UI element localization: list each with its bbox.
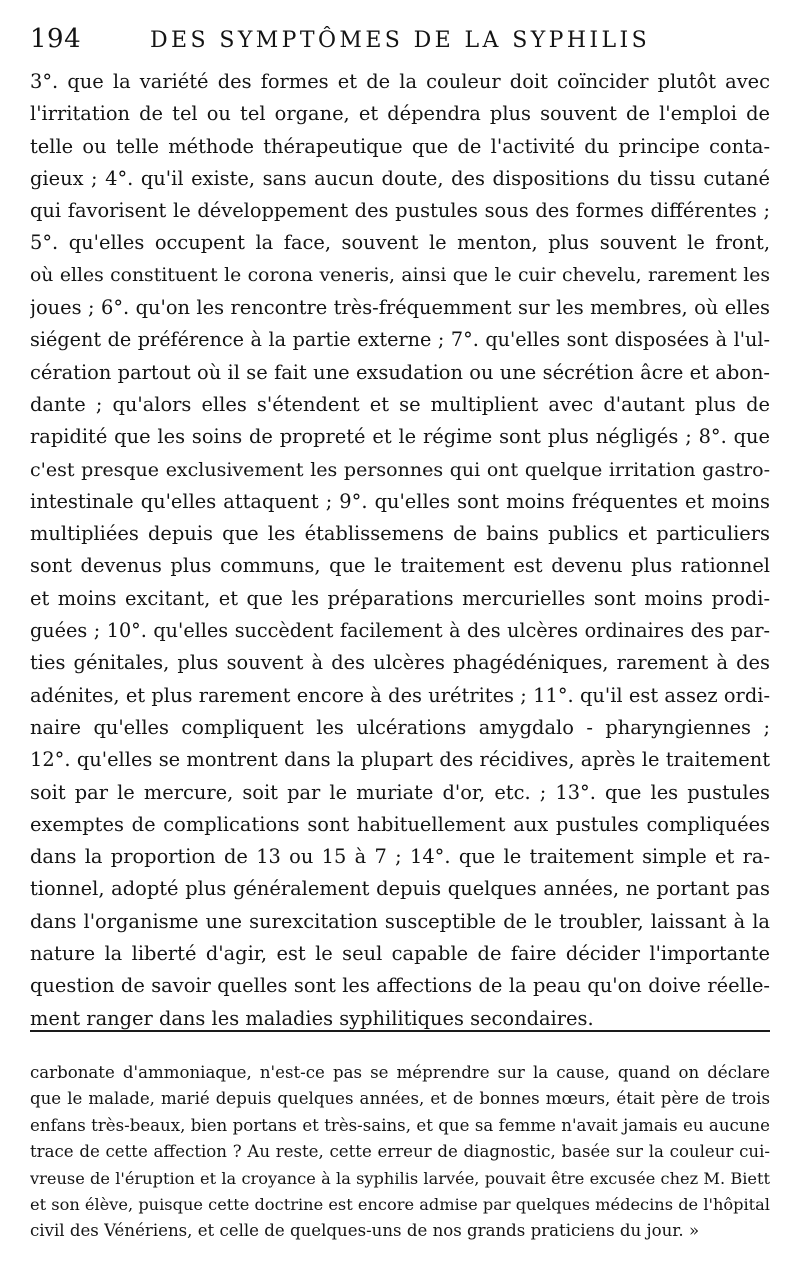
text-line: question de savoir quelles sont les affections de la peau qu'on doive réelle- [30,974,770,998]
footnote-line: civil des Vénériens, et celle de quelques-uns de nos grands praticiens du jour. » [30,1221,700,1241]
text-line: exemptes de complications sont habituellement aux pustules compliquées [30,812,770,836]
text-line: siégent de préférence à la partie externe ; 7°. qu'elles sont disposées à l'ul- [30,328,770,352]
text-line: ment ranger dans les maladies syphilitiques secondaires. [30,1006,594,1030]
text-line: nature la liberté d'agir, est le seul capable de faire décider l'importante [30,942,770,966]
text-line: qui favorisent le développement des pustules sous des formes différentes ; [30,199,770,223]
text-line: multipliées depuis que les établissemens de bains publics et particuliers [30,522,770,546]
page-number: 194 [30,24,82,54]
footnote-line: enfans très-beaux, bien portans et très-sains, et que sa femme n'avait jamais eu aucune [30,1115,770,1135]
text-line: tionnel, adopté plus généralement depuis quelques années, ne portant pas [30,877,770,901]
text-line: 3°. que la variété des formes et de la couleur doit coïncider plutôt avec [30,70,770,93]
footnote [30,1060,770,1245]
text-line: où elles constituent le corona veneris, ainsi que le cuir chevelu, rarement les [30,264,770,286]
footnote-divider [30,1030,770,1032]
text-line: sont devenus plus communs, que le traitement est devenu plus rationnel [30,554,770,578]
text-line: naire qu'elles compliquent les ulcérations amygdalo - pharyngiennes ; [30,715,770,739]
text-line: l'irritation de tel ou tel organe, et dépendra plus souvent de l'emploi de [30,102,770,126]
text-line: cération partout où il se fait une exsudation ou une sécrétion âcre et abon- [30,360,770,384]
text-line: et moins excitant, et que les préparations mercurielles sont moins prodi- [30,586,770,610]
footnote-line: vreuse de l'éruption et la croyance à la syphilis larvée, pouvait être excusée chez M. Biett [30,1168,770,1188]
text-line: adénites, et plus rarement encore à des urétrites ; 11°. qu'il est assez ordi- [30,683,770,707]
running-title: DES SYMPTÔMES DE LA SYPHILIS [150,28,651,53]
text-line: c'est presque exclusivement les personnes qui ont quelque irritation gastro- [30,458,770,481]
text-line: gieux ; 4°. qu'il existe, sans aucun doute, des dispositions du tissu cutané [30,166,770,190]
text-line: dante ; qu'alors elles s'étendent et se multiplient avec d'autant plus de [30,392,770,416]
text-line: rapidité que les soins de propreté et le régime sont plus négligés ; 8°. que [30,425,770,449]
text-line: joues ; 6°. qu'on les rencontre très-fréquemment sur les membres, où elles [30,296,770,320]
footnote-line: et son élève, puisque cette doctrine est encore admise par quelques médecins de l'hôpital [30,1194,770,1214]
text-line: telle ou telle méthode thérapeutique que de l'activité du principe conta- [30,134,770,158]
text-line: guées ; 10°. qu'elles succèdent facilement à des ulcères ordinaires des par- [30,619,770,643]
footnote-line: que le malade, marié depuis quelques années, et de bonnes mœurs, était père de trois [30,1089,770,1109]
footnote-line: carbonate d'ammoniaque, n'est-ce pas se méprendre sur la cause, quand on déclare [30,1063,770,1082]
text-line: 5°. qu'elles occupent la face, souvent le menton, plus souvent le front, [30,231,770,255]
text-line: dans l'organisme une surexcitation susceptible de le troubler, laissant à la [30,909,770,933]
text-line: soit par le mercure, soit par le muriate d'or, etc. ; 13°. que les pustules [30,780,770,804]
text-line: ties génitales, plus souvent à des ulcères phagédéniques, rarement à des [30,651,770,675]
text-line: intestinale qu'elles attaquent ; 9°. qu'elles sont moins fréquentes et moins [30,489,770,513]
text-line: 12°. qu'elles se montrent dans la plupart des récidives, après le traitement [30,748,770,772]
text-line: dans la proportion de 13 ou 15 à 7 ; 14°. que le traitement simple et ra- [30,845,770,869]
page-header [30,24,780,60]
footnote-line: trace de cette affection ? Au reste, cette erreur de diagnostic, basée sur la couleur cui- [30,1142,770,1162]
main-text [30,66,770,1035]
